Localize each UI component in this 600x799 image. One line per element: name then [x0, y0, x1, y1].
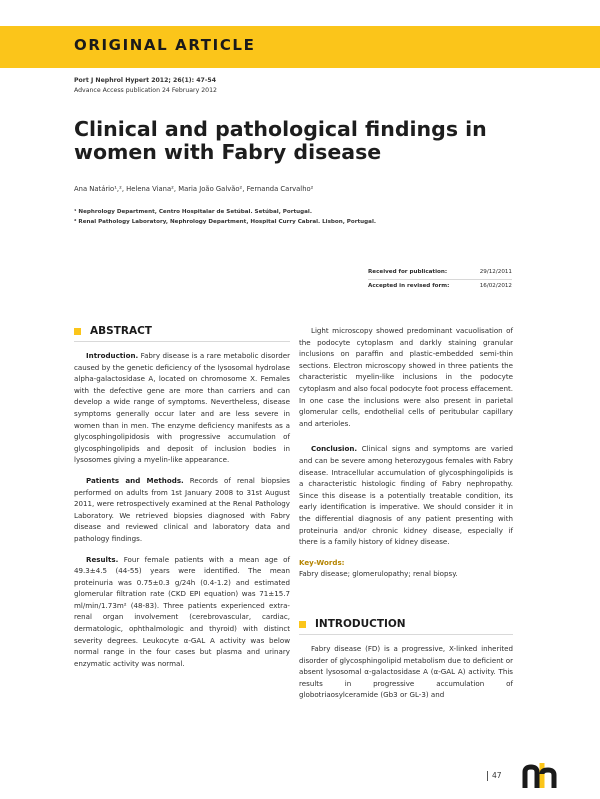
journal-info	[74, 76, 217, 95]
keywords-label: Key-Words:	[299, 557, 345, 567]
section-banner	[0, 26, 600, 68]
journal-logo	[522, 760, 558, 794]
introduction-heading-text: INTRODUCTION	[315, 618, 406, 630]
abstract-heading	[74, 325, 152, 337]
accepted-label: Accepted in revised form:	[368, 283, 450, 289]
methods-text: Records of renal biopsies performed on adults from 1st January 2008 to 31st August 2011, were retrospectively examined at the Renal Pathology Laboratory. We retrieved biopsies diagnosed with Fabry disease and reviewed clinical and laboratory data and pathology findings.	[74, 475, 290, 543]
introduction-body	[299, 634, 513, 710]
received-label: Received for publication:	[368, 269, 448, 275]
section-label: ORIGINAL ARTICLE	[74, 36, 256, 54]
methods-label: Patients and Methods.	[86, 475, 184, 485]
abstract-conclusion	[299, 443, 513, 547]
received-row	[368, 266, 512, 279]
abstract-methods	[74, 475, 290, 545]
page-number-text: 47	[492, 771, 502, 780]
results-text: Four female patients with a mean age of 49.3±4.5 (44-55) years were identified. The mean proteinuria was 0.75±0.3 g/24h (0.4-1.2) and estimated glomerular filtration rate (CKD EPI equation) was 71±15.7 ml/min/1.73m² (48-83). Three patients experienced extra-renal organ involvement (cerebrovascular, cardiac, dermatologic, ophthalmologic and thyroid) with distinct severity degrees. Leukocyte α-GAL A activity was below normal range in the four cases but plasma and urinary enzymatic activity was normal.	[74, 554, 290, 668]
page-divider	[487, 771, 488, 781]
affiliation-2: ² Renal Pathology Laboratory, Nephrology Department, Hospital Curry Cabral. Lisbon, Portugal.	[74, 219, 376, 225]
abstract-results	[74, 554, 290, 670]
conclusion-label: Conclusion.	[311, 444, 358, 454]
abstract-heading-text: ABSTRACT	[90, 325, 152, 337]
publication-dates	[368, 266, 512, 293]
affiliation-1: ¹ Nephrology Department, Centro Hospitalar de Setúbal. Setúbal, Portugal.	[74, 209, 312, 215]
keywords: Fabry disease; glomerulopathy; renal biopsy.	[299, 569, 458, 579]
received-date: 29/12/2011	[479, 269, 512, 275]
right-column	[299, 325, 513, 580]
accepted-date: 16/02/2012	[479, 283, 512, 289]
journal-citation: Port J Nephrol Hypert 2012; 26(1): 47-54	[74, 77, 217, 84]
intro-text: Fabry disease is a rare metabolic disorder caused by the genetic deficiency of the lysosomal hydrolase alpha-galactosidase A, located on chromosome X. Females with the defective gene are more than carriers and can develop a wide range of symptoms. Nevertheless, disease symptoms generally occur later and are less severe in women than in men. The enzyme deficiency manifests as a glycosphingolipidosis with progressive accumulation of glycosphingolipids and deposit of inclusion bodies in lysosomes giving a myelin-like appearance.	[74, 351, 290, 465]
nh-logo-icon	[522, 760, 558, 790]
abstract-introduction	[74, 350, 290, 466]
conclusion-text: Clinical signs and symptoms are varied and can be severe among heterozygous females with Fabry disease. Intracellular accumulation of glycosphingolipids is a characteristic histologic finding of Fabry nephropathy. Since this disease is a potentially treatable condition, its early identification is imperative. We should consider it in the differential diagnosis of any patient presenting with proteinuria and/or chronic kidney disease, especially if there is a family history of kidney disease.	[299, 444, 513, 547]
abstract-light-microscopy: Light microscopy showed predominant vacuolisation of the podocyte cytoplasm and darkly staining granular inclusions on paraffin and plastic-embedded semi-thin sections. Electron microscopy showed in three patients the characteristic myelin-like inclusions in the podocyte cytoplasm and also focal podocyte foot process effacement. In one case the inclusions were also present in parietal glomerular cells, endothelial cells of peritubular capillary and arterioles.	[299, 326, 514, 428]
introduction-heading	[299, 618, 406, 630]
intro-label: Introduction.	[86, 351, 139, 360]
yellow-square-icon	[74, 328, 81, 335]
affiliations	[74, 207, 376, 227]
accepted-row	[368, 279, 512, 293]
left-column	[74, 341, 290, 678]
yellow-square-icon	[299, 621, 306, 628]
author-list: Ana Natário¹,², Helena Viana², Maria João Galvão², Fernanda Carvalho²	[74, 185, 314, 193]
advance-access: Advance Access publication 24 February 2012	[74, 86, 217, 94]
results-label: Results.	[86, 554, 119, 564]
page-number	[487, 771, 502, 781]
article-title: Clinical and pathological findings in women with Fabry disease	[74, 117, 487, 164]
introduction-text: Fabry disease (FD) is a progressive, X-linked inherited disorder of glycosphingolipid metabolism due to deficient or absent lysosomal α-galactosidase A (α-GAL A) activity. This results in progressive accumulation of globotriaosylceramide (Gb3 or GL-3) and	[299, 644, 513, 700]
